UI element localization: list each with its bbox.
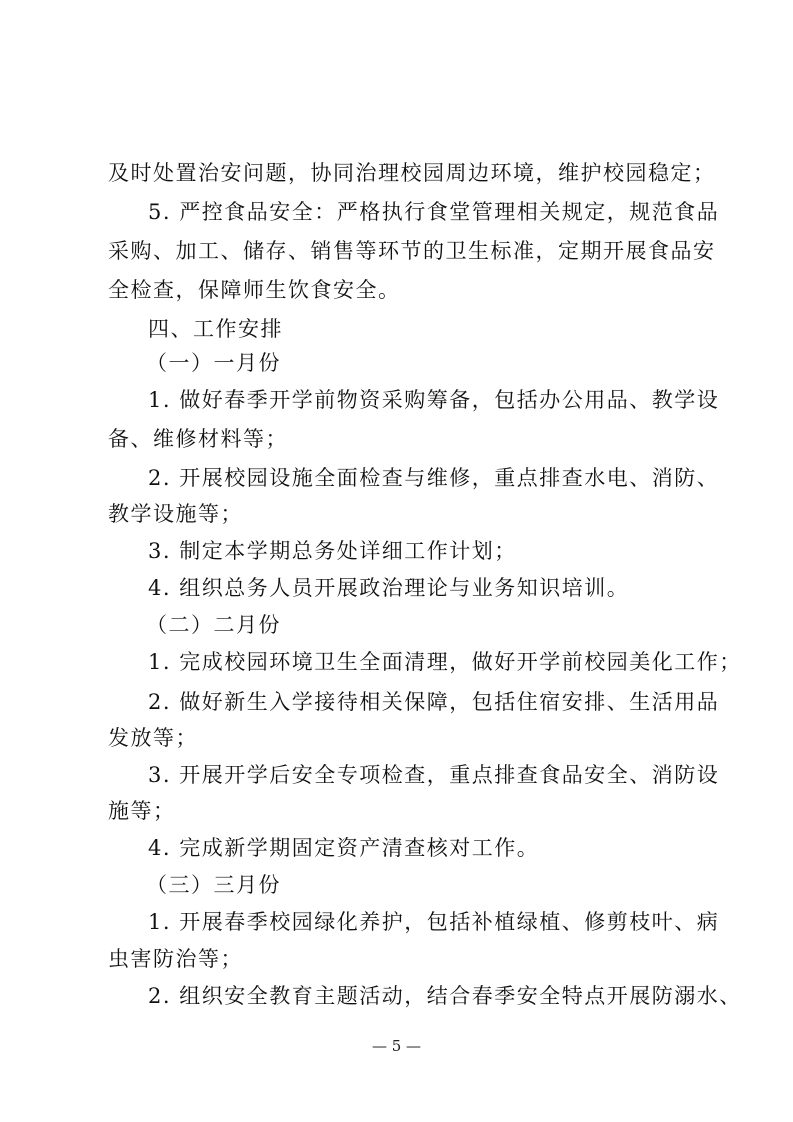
text-line: 发放等； <box>108 726 198 750</box>
text-line: 1. 开展春季校园绿化养护，包括补植绿植、修剪枝叶、病 <box>148 910 720 934</box>
text-line: 1. 完成校园环境卫生全面清理，做好开学前校园美化工作； <box>148 650 742 674</box>
text-line: 4. 组织总务人员开展政治理论与业务知识培训。 <box>148 576 630 600</box>
section-heading: 四、工作安排 <box>148 317 283 341</box>
text-line: 1. 做好春季开学前物资采购筹备，包括办公用品、教学设 <box>148 388 720 412</box>
page-number: — 5 — <box>371 1037 422 1055</box>
text-line: 2. 组织安全教育主题活动，结合春季安全特点开展防溺水、 <box>148 984 742 1008</box>
text-line: 4. 完成新学期固定资产清查核对工作。 <box>148 836 540 860</box>
text-line: 5. 严控食品安全：严格执行食堂管理相关规定，规范食品 <box>148 200 720 224</box>
text-line: 全检查，保障师生饮食安全。 <box>108 278 401 302</box>
subsection-heading: （二）二月份 <box>146 613 281 637</box>
text-line: 2. 开展校园设施全面检查与维修，重点排查水电、消防、 <box>148 466 720 490</box>
text-line: 采购、加工、储存、销售等环节的卫生标准，定期开展食品安 <box>108 239 716 263</box>
text-line: 施等； <box>108 799 176 823</box>
subsection-heading: （一）一月份 <box>146 351 281 375</box>
text-line: 虫害防治等； <box>108 947 243 971</box>
text-line: 及时处置治安问题，协同治理校园周边环境，维护校园稳定； <box>108 161 716 185</box>
text-line: 教学设施等； <box>108 502 243 526</box>
subsection-heading: （三）三月份 <box>146 873 281 897</box>
text-line: 2. 做好新生入学接待相关保障，包括住宿安排、生活用品 <box>148 690 720 714</box>
text-line: 3. 制定本学期总务处详细工作计划； <box>148 539 517 563</box>
text-line: 3. 开展开学后安全专项检查，重点排查食品安全、消防设 <box>148 763 720 787</box>
text-line: 备、维修材料等； <box>108 427 288 451</box>
